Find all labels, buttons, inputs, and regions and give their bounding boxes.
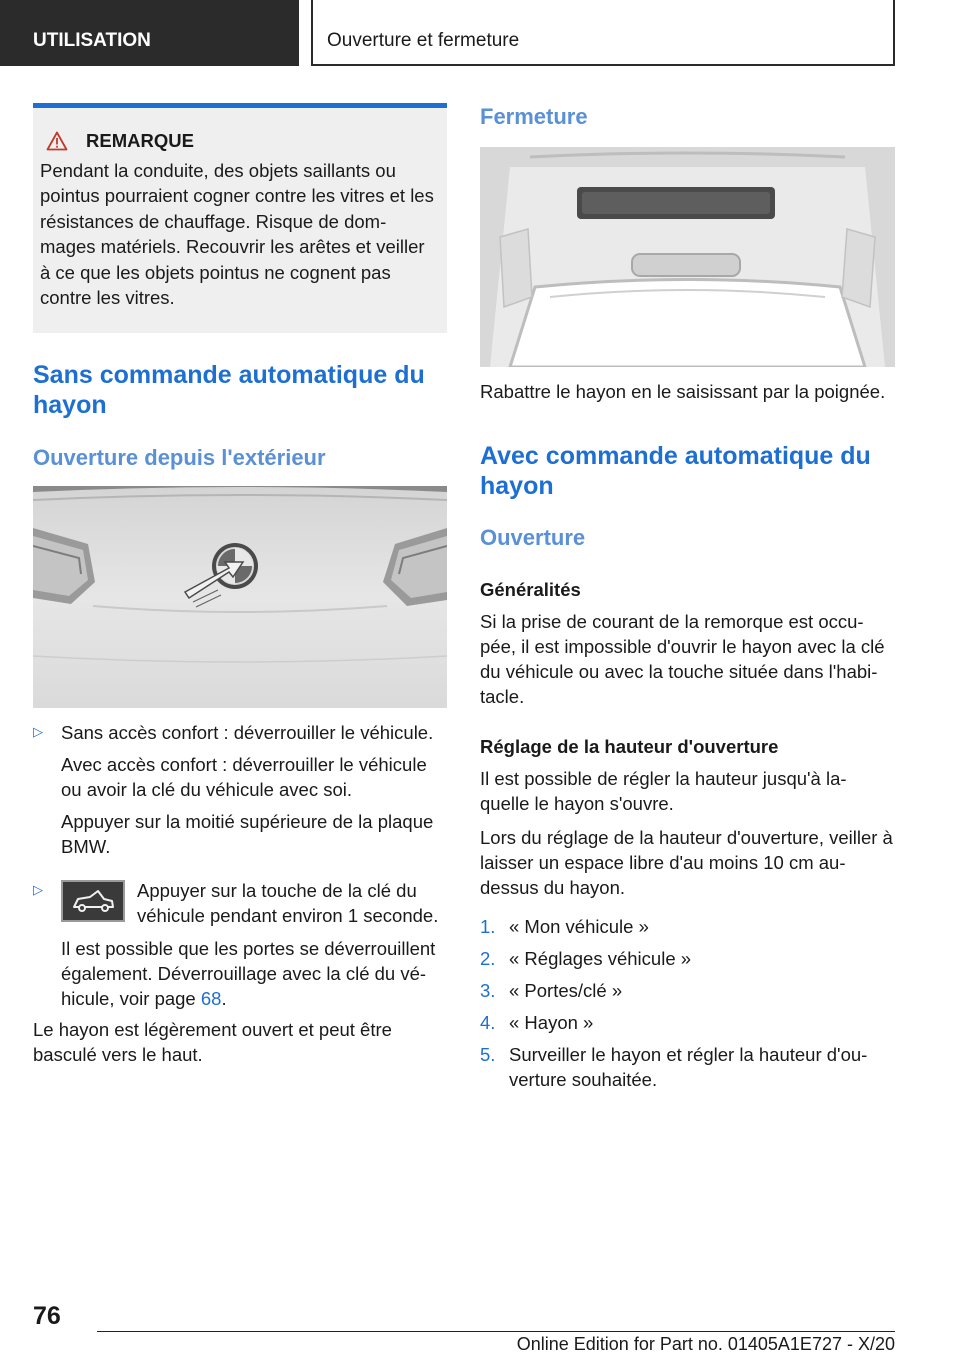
page-number: 76 xyxy=(33,1302,61,1330)
closing-paragraph: Le hayon est légèrement ouvert et peut être basculé vers le haut. xyxy=(33,1019,392,1065)
bullet1-line2: Avec accès confort : déverrouiller le véhicule ou avoir la clé du véhicule avec soi. xyxy=(61,754,427,800)
header-chapter-title: Ouverture et fermeture xyxy=(311,0,895,66)
car-tailgate-open-icon xyxy=(68,887,118,915)
subheading-closing: Fermeture xyxy=(480,104,588,129)
step-text: « Hayon » xyxy=(509,1012,594,1033)
bmw-badge-illustration xyxy=(33,486,447,708)
bullet1-line3: Appuyer sur la moitié supérieure de la plaque BMW. xyxy=(61,811,434,857)
list-item-bullet-2 xyxy=(33,878,447,1011)
subheading-opening: Ouverture xyxy=(480,525,586,550)
subheading-opening-outside: Ouverture depuis l'extérieur xyxy=(33,445,326,470)
bullet1-line1: Sans accès confort : déverrouiller le véhicule. xyxy=(61,722,434,743)
closing-caption: Rabattre le hayon en le saisissant par la poignée. xyxy=(480,381,886,402)
step-number: 1. xyxy=(480,916,496,937)
bullet-triangle-icon: ▷ xyxy=(33,882,43,897)
figure-tailgate-handle xyxy=(480,147,895,367)
tailgate-handle-illustration xyxy=(480,147,895,367)
heading-with-auto-tailgate: Avec commande automatique du hayon xyxy=(480,442,871,500)
step-number: 5. xyxy=(480,1044,496,1065)
notice-title-text: REMARQUE xyxy=(86,130,194,151)
step-item xyxy=(480,914,895,939)
page-link-68[interactable]: 68 xyxy=(200,988,222,1009)
general-text: Si la prise de courant de la remorque est occu-pée, il est impossible d'ouvrir le hayon avec la clé du véhicule ou avec la touche située dans l'habi-tacle. xyxy=(480,611,885,707)
step-item xyxy=(480,978,895,1003)
step-item xyxy=(480,1010,895,1035)
step-item xyxy=(480,1042,895,1092)
figure-bmw-badge-opening xyxy=(33,486,447,708)
bullet2-line2: Il est possible que les portes se déverrouillent également. Déverrouillage avec la clé du vé-hicule, voir page 68. xyxy=(61,938,436,1009)
notice-text: Pendant la conduite, des objets saillants ou pointus pourraient cogner contre les vitres et les résistances de chauffage. Risque de dom-mages matériels. Recouvrir les arêtes et veiller à ce que les objets pointus ne cognent pas contre les vitres. xyxy=(40,160,434,309)
step-item xyxy=(480,946,895,971)
footer-divider xyxy=(97,1331,895,1332)
height-text-1: Il est possible de régler la hauteur jusqu'à la-quelle le hayon s'ouvre. xyxy=(480,768,847,814)
bullet-triangle-icon: ▷ xyxy=(33,724,43,739)
warning-triangle-icon xyxy=(46,131,68,151)
step-text: « Réglages véhicule » xyxy=(509,948,692,969)
step-text: « Portes/clé » xyxy=(509,980,623,1001)
height-setting-title: Réglage de la hauteur d'ouverture xyxy=(480,736,779,757)
step-text: « Mon véhicule » xyxy=(509,916,649,937)
notice-title xyxy=(46,130,437,152)
step-number: 2. xyxy=(480,948,496,969)
height-text-2: Lors du réglage de la hauteur d'ouverture, veiller à laisser un espace libre d'au moins 10 cm au-dessus du hayon. xyxy=(480,827,893,898)
step-text: Surveiller le hayon et régler la hauteur d'ou-verture souhaitée. xyxy=(509,1044,868,1090)
bullet2-line1: Appuyer sur la touche de la clé du véhicule pendant environ 1 seconde. xyxy=(137,880,439,926)
header-section-label: UTILISATION xyxy=(0,0,299,66)
list-item-bullet-1 xyxy=(33,720,447,859)
heading-without-auto-tailgate: Sans commande automatique du hayon xyxy=(33,361,425,419)
step-number: 3. xyxy=(480,980,496,1001)
footer-edition: Online Edition for Part no. 01405A1E727 - X/20 xyxy=(516,1334,895,1354)
notice-box xyxy=(33,103,447,333)
key-tailgate-button-icon xyxy=(61,880,125,922)
step-number: 4. xyxy=(480,1012,496,1033)
general-title: Généralités xyxy=(480,579,581,600)
